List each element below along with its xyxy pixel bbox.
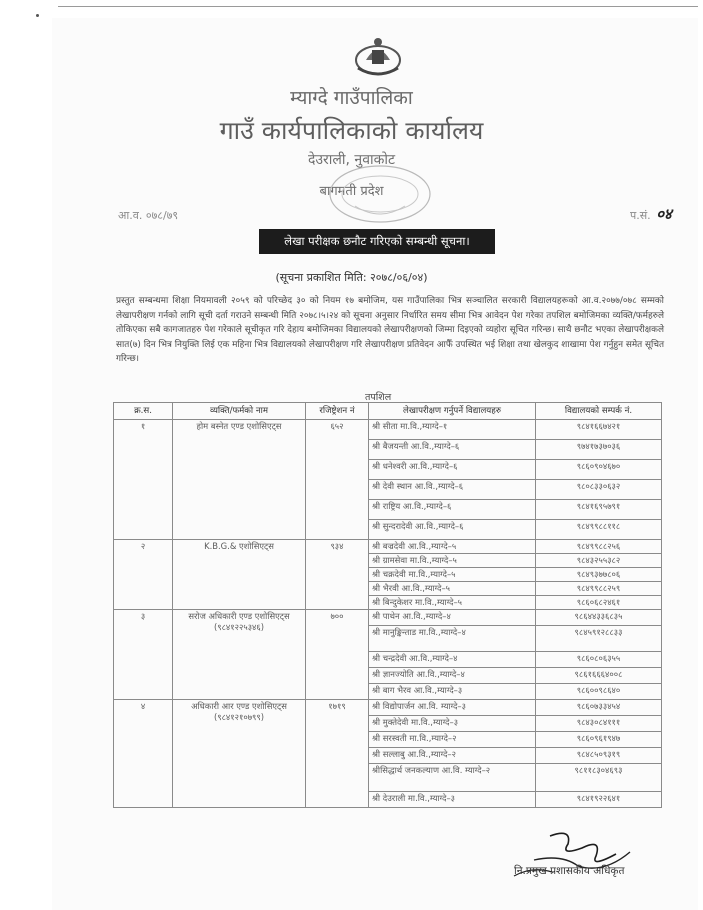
office-location: देउराली, नुवाकोट — [307, 152, 396, 168]
cell-contact: ९८४१६९५७९१ — [536, 500, 662, 520]
cell-contact: ९७४१७३७०३६ — [536, 440, 662, 460]
cell-contact: ९८४९९८८२५६ — [536, 540, 662, 554]
cell-school: श्री सरस्वती मा.वि.,म्याग्दे–२ — [369, 732, 536, 748]
auditor-table — [113, 402, 662, 808]
province-name: बागमती प्रदेश — [319, 184, 384, 199]
notice-body: प्रस्तुत सम्बन्धमा शिक्षा नियमावली २०५९ को परिच्छेद ३० को नियम १७ बमोजिम, यस गाउँपालिका भित्र सञ्चालित सरकारी विद्यालयहरूको आ.व.२०७७/०७८ सम्मको लेखापरीक्षण गर्नको लागि सूची दर्ता गराउने सम्बन्धी मिति २०७८।५।२४ को सूचना अनुसार निर्धारित समय सीमा भित्र आवेदन पेश गरेका तपशिल बमोजिमका व्यक्ति/फर्महरुले तोकिएका सबै कागजातहरु पेश गरेकाले सूचीकृत गरि देहाय बमोजिमका विद्यालयको लेखापरीक्षणको जिम्मा दिइएको व्यहोरा सूचित गरिन्छ। साथै छनौट भएका लेखापरीक्षकले सात(७) दिन भित्र नियुक्ति लिई एक महिना भित्र विद्यालयको लेखापरीक्षण गरि लेखापरीक्षण प्रतिवेदन आफैँ उपस्थित भई शिक्षा तथा खेलकुद शाखामा पेश गर्नुहुन समेत सूचित गरिन्छ। — [116, 296, 665, 365]
table-row — [114, 420, 662, 440]
cell-contact: ९८४८५०९३१९ — [536, 748, 662, 764]
cell-firm: K.B.G.& एशोसिएट्स — [173, 540, 306, 610]
cell-school: श्री चक्रदेवी मा.वि.,म्याग्दे–५ — [369, 568, 536, 582]
cell-school: श्री सीता मा.वि.,म्याग्दे–१ — [369, 420, 536, 440]
cell-sn: १ — [114, 420, 173, 540]
cell-contact: ९८६०७३३४५४ — [536, 700, 662, 716]
cell-contact: ९८४३०८४१११ — [536, 716, 662, 732]
cell-firm: सरोज अधिकारी एण्ड एशोसिएट्स (९८४१२२५३४६) — [173, 610, 306, 700]
cell-school: श्री बैजयन्ती आ.वि.,म्याग्दे–६ — [369, 440, 536, 460]
table-header-row — [114, 403, 662, 420]
letter-number-value: ०४ — [656, 205, 672, 223]
cell-school: श्री देवी स्थान आ.वि.,म्याग्दे–६ — [369, 480, 536, 500]
cell-school: श्री बिन्दुकेशर मा.वि.,म्याग्दे–५ — [369, 596, 536, 610]
cell-contact: ९८४१९२२६४१ — [536, 792, 662, 808]
cell-reg: ९३४ — [306, 540, 369, 610]
cell-sn: २ — [114, 540, 173, 610]
cell-school: श्री ज्ञानज्योति आ.वि.,म्याग्दे–४ — [369, 668, 536, 684]
cell-contact: ९८०८३३०६३२ — [536, 480, 662, 500]
cell-contact: ९८६४४३३६८३५ — [536, 610, 662, 626]
cell-firm: होम बस्नेत एण्ड एशोसिएट्स — [173, 420, 306, 540]
notice-title: लेखा परीक्षक छनौट गरिएको सम्बन्धी सूचना। — [259, 229, 495, 254]
scan-speck — [36, 14, 39, 17]
header-school: लेखापरीक्षण गर्नुपर्ने विद्यालयहरु — [369, 403, 536, 420]
cell-contact: ९८११८३०४६९३ — [536, 764, 662, 792]
cell-contact: ९८४१६६७४२१ — [536, 420, 662, 440]
letter-number-label: प.सं. — [630, 209, 651, 222]
cell-sn: ४ — [114, 700, 173, 808]
cell-contact: ९८६००९८६४० — [536, 684, 662, 700]
cell-sn: ३ — [114, 610, 173, 700]
top-rule — [58, 6, 698, 7]
publish-date: (सूचना प्रकाशित मिति: २०७८/०६/०४) — [275, 271, 428, 284]
cell-school: श्री भैरवी आ.वि.,म्याग्दे–५ — [369, 582, 536, 596]
table-caption: तपशिल — [365, 392, 392, 403]
cell-school: श्री बाग भैरव आ.वि.,म्याग्दे–३ — [369, 684, 536, 700]
nepal-emblem-icon — [352, 34, 404, 78]
header-contact: विद्यालयको सम्पर्क नं. — [536, 403, 662, 420]
cell-contact: ९८६०८०६३५५ — [536, 652, 662, 668]
cell-school: श्री सुन्दरादेवी आ.वि.,म्याग्दे–६ — [369, 520, 536, 540]
cell-contact: ९८४९९८८२५९ — [536, 582, 662, 596]
cell-school: श्री देउराली मा.वि.,म्याग्दे–३ — [369, 792, 536, 808]
cell-school: श्री बज्रदेवी आ.वि.,म्याग्दे–५ — [369, 540, 536, 554]
fiscal-year: आ.व. ०७८/७९ — [118, 209, 179, 222]
table-body — [114, 420, 662, 808]
cell-contact: ९८४९३७७८०६ — [536, 568, 662, 582]
cell-school: श्री धनेश्वरी आ.वि.,म्याग्दे–६ — [369, 460, 536, 480]
table-row — [114, 700, 662, 716]
office-name: गाउँ कार्यपालिकाको कार्यालय — [219, 116, 484, 145]
cell-contact: ९८४९९८८११८ — [536, 520, 662, 540]
table-row — [114, 610, 662, 626]
cell-firm: अधिकारी आर एण्ड एशोसिएट्स (९८४१२१०७९९) — [173, 700, 306, 808]
municipality-name: म्याग्दे गाउँपालिका — [290, 87, 413, 109]
cell-contact: ९८६०९६१९४७ — [536, 732, 662, 748]
cell-school: श्री राष्ट्रिय आ.वि.,म्याग्दे–६ — [369, 500, 536, 520]
cell-school: श्री मुक्तेदेवी मा.वि.,म्याग्दे–३ — [369, 716, 536, 732]
cell-contact: ९८६१६६६४००८ — [536, 668, 662, 684]
cell-school: श्री सल्लाबु आ.वि.,म्याग्दे–२ — [369, 748, 536, 764]
letter-number — [630, 204, 672, 224]
cell-school: श्री ग्रामसेवा मा.वि.,म्याग्दे–५ — [369, 554, 536, 568]
cell-school: श्री विद्योपार्जन आ.वि. म्याग्दे–३ — [369, 700, 536, 716]
cell-school: श्री मानुङ्किन्ताड मा.वि.,म्याग्दे–४ — [369, 626, 536, 652]
official-stamp-icon — [325, 162, 435, 226]
cell-contact: ९८४५९१२८८३३ — [536, 626, 662, 652]
table-row — [114, 540, 662, 554]
cell-reg: १७१९ — [306, 700, 369, 808]
cell-school: श्री पाथेन आ.वि.,म्याग्दे–४ — [369, 610, 536, 626]
header-sn: क्र.स. — [114, 403, 173, 420]
cell-school: श्री चन्द्रदेवी आ.वि.,म्याग्दे–४ — [369, 652, 536, 668]
cell-reg: ६५२ — [306, 420, 369, 540]
cell-reg: ७०० — [306, 610, 369, 700]
cell-contact: ९८६०९०४६७० — [536, 460, 662, 480]
cell-school: श्रीसिद्धार्थ जनकल्याण आ.वि. म्याग्दे–२ — [369, 764, 536, 792]
cell-contact: ९८६०६८२४६१ — [536, 596, 662, 610]
signatory-title: नि.प्रमुख प्रशासकीय अधिकृत — [514, 865, 625, 877]
header-reg: रजिष्ट्रेशन नं — [306, 403, 369, 420]
header-firm: व्यक्ति/फर्मको नाम — [173, 403, 306, 420]
cell-contact: ९८४३२५५३८२ — [536, 554, 662, 568]
